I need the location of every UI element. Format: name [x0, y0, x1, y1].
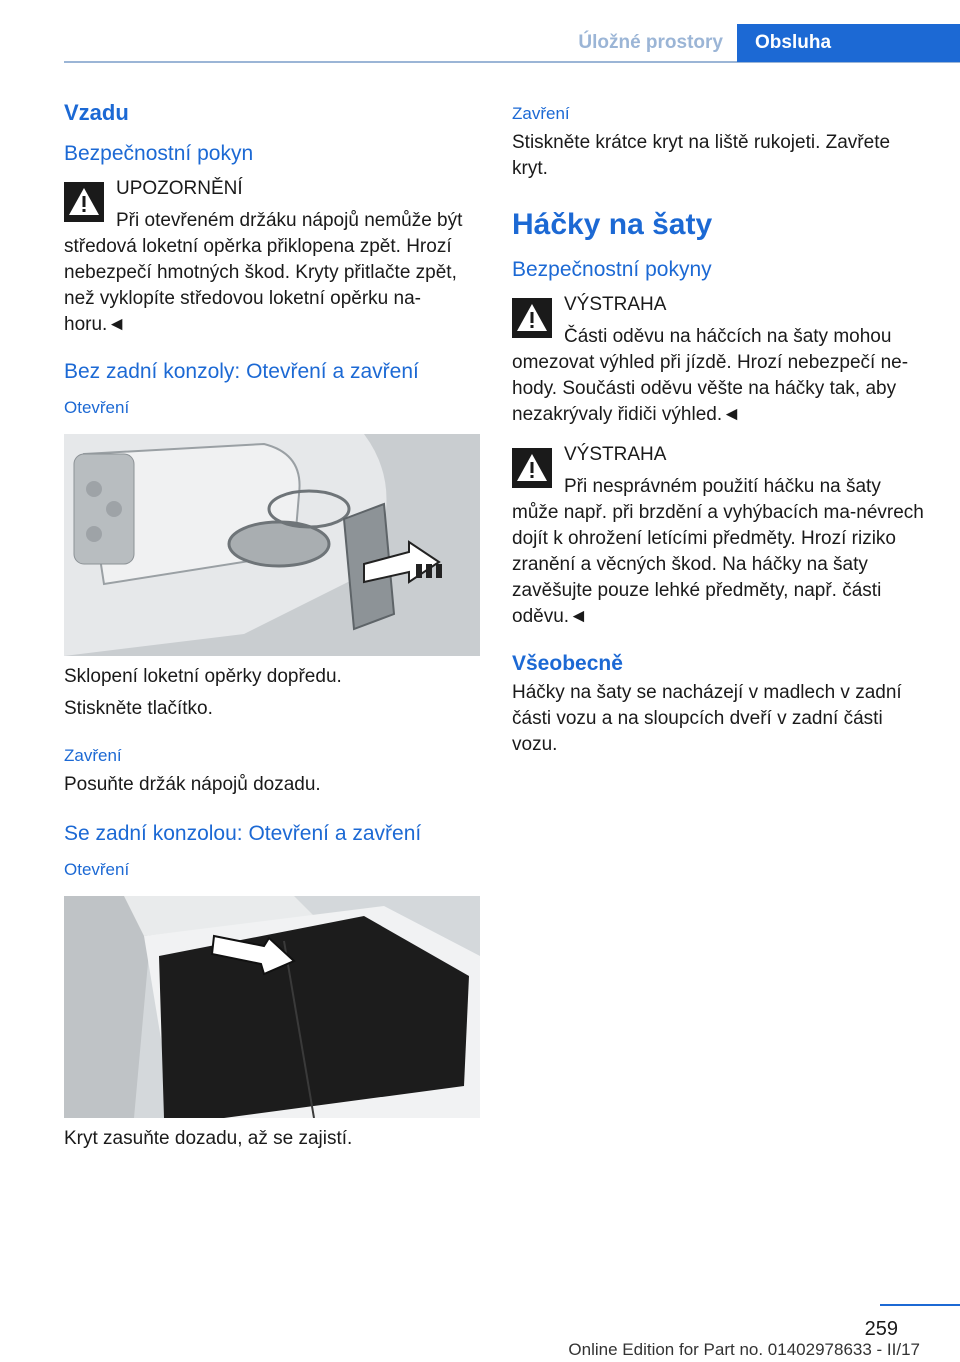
- header-chapter-tab: Obsluha: [737, 24, 960, 62]
- warning-hooks-view: [512, 292, 930, 428]
- right-column: [512, 104, 930, 764]
- heading-open-2: Otevření: [64, 860, 130, 879]
- warning-text: Části oděvu na háčcích na šaty mohou omezovat výhled při jízdě. Hrozí nebezpečí ne-hody. Součásti oděvu věšte na háčky tak, aby nezakrývaly řidiči výhled.◄: [512, 326, 909, 425]
- footer-rule: [880, 1304, 960, 1306]
- edition-note: Online Edition for Part no. 01402978633 - II/17: [568, 1340, 920, 1359]
- text-slide-cover: Kryt zasuňte dozadu, až se zajistí.: [64, 1128, 353, 1149]
- heading-close-2: Zavření: [512, 104, 570, 123]
- warning-triangle-icon: [512, 448, 552, 488]
- heading-no-console: Bez zadní konzoly: Otevření a zavření: [64, 360, 419, 383]
- warning-triangle-icon: [64, 182, 104, 222]
- heading-close-1: Zavření: [64, 746, 122, 765]
- warning-caution: [64, 176, 482, 338]
- text-press-button: Stiskněte tlačítko.: [64, 698, 213, 719]
- text-slide-holder: Posuňte držák nápojů dozadu.: [64, 774, 321, 795]
- warning-title: VÝSTRAHA: [564, 294, 667, 315]
- left-column: [64, 100, 482, 1158]
- rear-console-photo: [64, 896, 480, 1118]
- text-fold-armrest: Sklopení loketní opěrky dopředu.: [64, 666, 342, 687]
- text-close-cover: Stiskněte krátce kryt na liště rukojeti. Zavřete kryt.: [512, 132, 891, 179]
- warning-title: VÝSTRAHA: [564, 444, 667, 465]
- heading-clothes-hooks: Háčky na šaty: [512, 208, 713, 241]
- warning-text: Při otevřeném držáku nápojů nemůže být středová loketní opěrka přiklopena zpět. Hrozí nebezpečí hmotných škod. Kryty přitlačte zpět, než vyklopíte středovou loketní opěrku na-horu.◄: [64, 210, 463, 335]
- heading-with-console: Se zadní konzolou: Otevření a zavření: [64, 822, 422, 845]
- text-general: Háčky na šaty se nacházejí v madlech v zadní části vozu a na sloupcích dveří v zadní části vozu.: [512, 682, 902, 755]
- warning-text: Při nesprávném použití háčku na šaty může např. při brzdění a vyhýbacích ma-névrech dojít k ohrožení letícími předměty. Hrozí riziko zranění a věcných škod. Na háčky na šaty zavěšujte pouze lehké předměty, např. části oděvu.◄: [512, 476, 924, 627]
- page-number: 259: [864, 1318, 898, 1340]
- heading-rear: Vzadu: [64, 100, 129, 125]
- cupholder-photo: [64, 434, 480, 656]
- heading-open-1: Otevření: [64, 398, 130, 417]
- heading-general: Všeobecně: [512, 652, 623, 675]
- heading-safety-notes: Bezpečnostní pokyny: [512, 258, 712, 281]
- warning-title: UPOZORNĚNÍ: [116, 178, 243, 199]
- header-section: Úložné prostory: [578, 32, 723, 53]
- heading-safety-note: Bezpečnostní pokyn: [64, 142, 254, 165]
- warning-hooks-objects: [512, 442, 930, 630]
- warning-triangle-icon: [512, 298, 552, 338]
